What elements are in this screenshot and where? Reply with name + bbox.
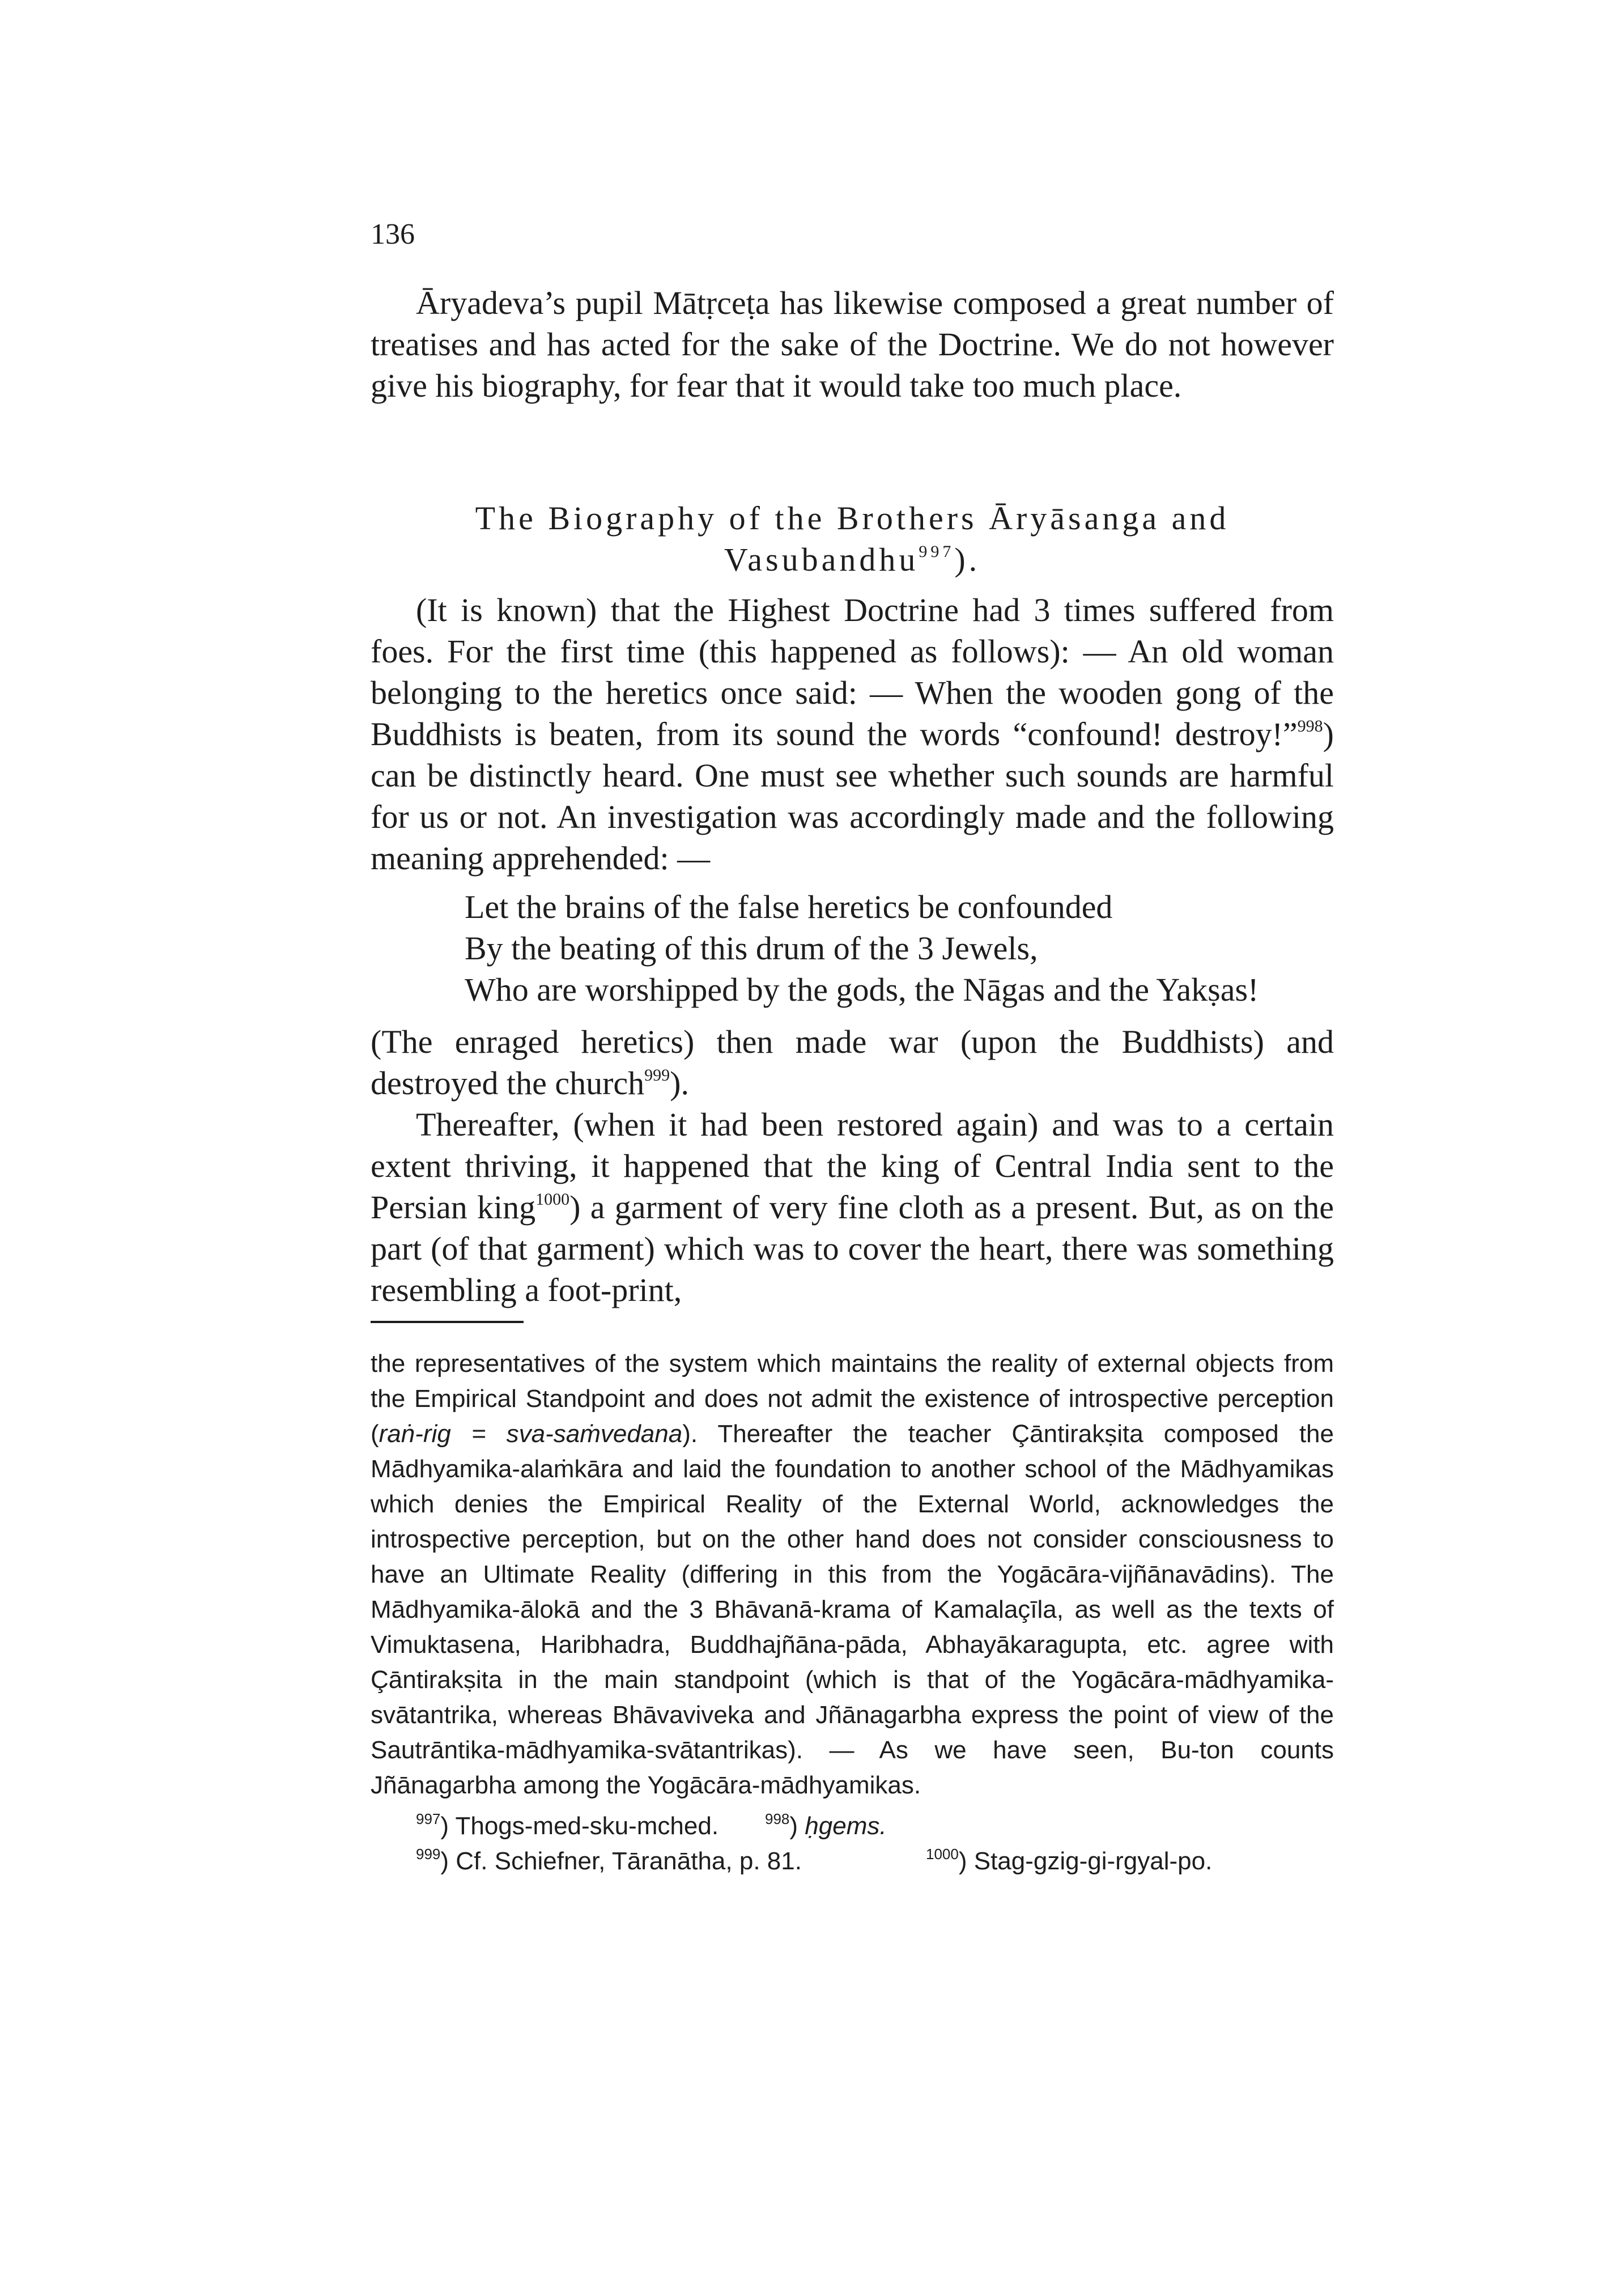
footnote-997: [416, 1809, 719, 1844]
footnote-number: 1000: [926, 1846, 959, 1863]
footnote-999: [416, 1844, 802, 1879]
paragraph-persian-king: [371, 1104, 1334, 1311]
footnote-text: ) Cf. Schiefner, Tāranātha, p. 81.: [440, 1847, 802, 1875]
footnote-text-a: the representatives of the system which maintains the reality of external objects from the Empirical Standpoint and does not admit the existence of introspective perception (: [371, 1350, 1334, 1448]
paragraph-foes: [371, 589, 1334, 879]
paragraph-war-part-a: (The enraged heretics) then made war (upon the Buddhists) and destroyed the church: [371, 1023, 1334, 1102]
footnote-ref-998: 998: [1297, 717, 1323, 735]
verse-line: Who are worshipped by the gods, the Nāgas and the Yakṣas!: [465, 971, 1259, 1008]
footnote-text-b: ). Thereafter the teacher Çāntirakṣita composed the Mādhyamika-alaṁkāra and laid the foundation to another school of the Mādhyamikas which denies the Empirical Reality of the External World, acknowledges the introspective perception, but on the other hand does not consider consciousness to have an Ultimate Reality (differing in this from the Yogācāra-vijñānavādins). The Mādhyamika-ālokā and the 3 Bhāvanā-krama of Kamalaçīla, as well as the texts of Vimuktasena, Haribhadra, Buddhajñāna-pāda, Abhayākaragupta, etc. agree with Çāntirakṣita in the main standpoint (which is that of the Yogācāra-mādhyamika-svātantrika, whereas Bhāvaviveka and Jñānagarbha express the point of view of the Sautrāntika-mādhyamika-svātantrikas). — As we have seen, Bu-ton counts Jñānagarbha among the Yogācāra-mādhyamikas.: [371, 1420, 1334, 1799]
heading-line-2: Vasubandhu: [724, 541, 919, 578]
footnote-text-italic: ḥgems.: [805, 1812, 887, 1840]
paragraph-foes-part-a: (It is known) that the Highest Doctrine had 3 times suffered from foes. For the first time (this happened as follows): — An old woman belonging to the heretics once said: — When the wooden gong of the Buddhists is beaten, from its sound the words “confound! destroy!”: [371, 592, 1334, 752]
verse-block: [465, 886, 1259, 1010]
paragraph-matrceta: Āryadeva’s pupil Mātṛceṭa has likewise composed a great number of treatises and has acted for the sake of the Doctrine. We do not however give his biography, for fear that it would take too much place.: [371, 284, 1334, 404]
paragraph-persian-part-a: Thereafter, (when it had been restored again) and was to a certain extent thriving, it happened that the king of Central India sent to the Persian king: [371, 1106, 1334, 1226]
heading-end: ).: [954, 541, 981, 578]
footnote-text: ): [789, 1812, 805, 1840]
paragraph-persian-part-b: ) a garment of very fine cloth as a present. But, as on the part (of that garment) which was to cover the heart, there was something resembling a foot-print,: [371, 1189, 1334, 1308]
footnote-number: 998: [765, 1810, 790, 1827]
footnote-divider: [371, 1321, 524, 1323]
paragraph-foes-part-b: ) can be distinctly heard. One must see whether such sounds are harmful for us or not. An investigation was accordingly made and the following meaning apprehended: —: [371, 716, 1334, 877]
footnote-text: ) Thogs-med-sku-mched.: [440, 1812, 719, 1840]
verse-line: Let the brains of the false heretics be confounded: [465, 888, 1113, 925]
footnote-text-italic: raṅ-rig = sva-saṁvedana: [379, 1420, 683, 1448]
footnote-ref-999: 999: [644, 1066, 670, 1085]
section-heading: [371, 498, 1334, 580]
footnote-continuation: [371, 1346, 1334, 1803]
footnote-998: [765, 1809, 887, 1844]
footnote-text: ) Stag-gzig-gi-rgyal-po.: [958, 1847, 1213, 1875]
footnote-number: 997: [416, 1810, 441, 1827]
footnote-1000: [926, 1844, 1212, 1879]
footnote-number: 999: [416, 1846, 441, 1863]
paragraph-war-part-b: ).: [670, 1065, 689, 1102]
paragraph-war: [371, 1021, 1334, 1104]
footnote-ref-1000: 1000: [535, 1190, 570, 1209]
page-number: 136: [371, 218, 415, 250]
heading-line-1: The Biography of the Brothers Āryāsanga and: [475, 500, 1230, 537]
verse-line: By the beating of this drum of the 3 Jewels,: [465, 930, 1038, 967]
footnote-ref-997: 997: [919, 542, 955, 561]
